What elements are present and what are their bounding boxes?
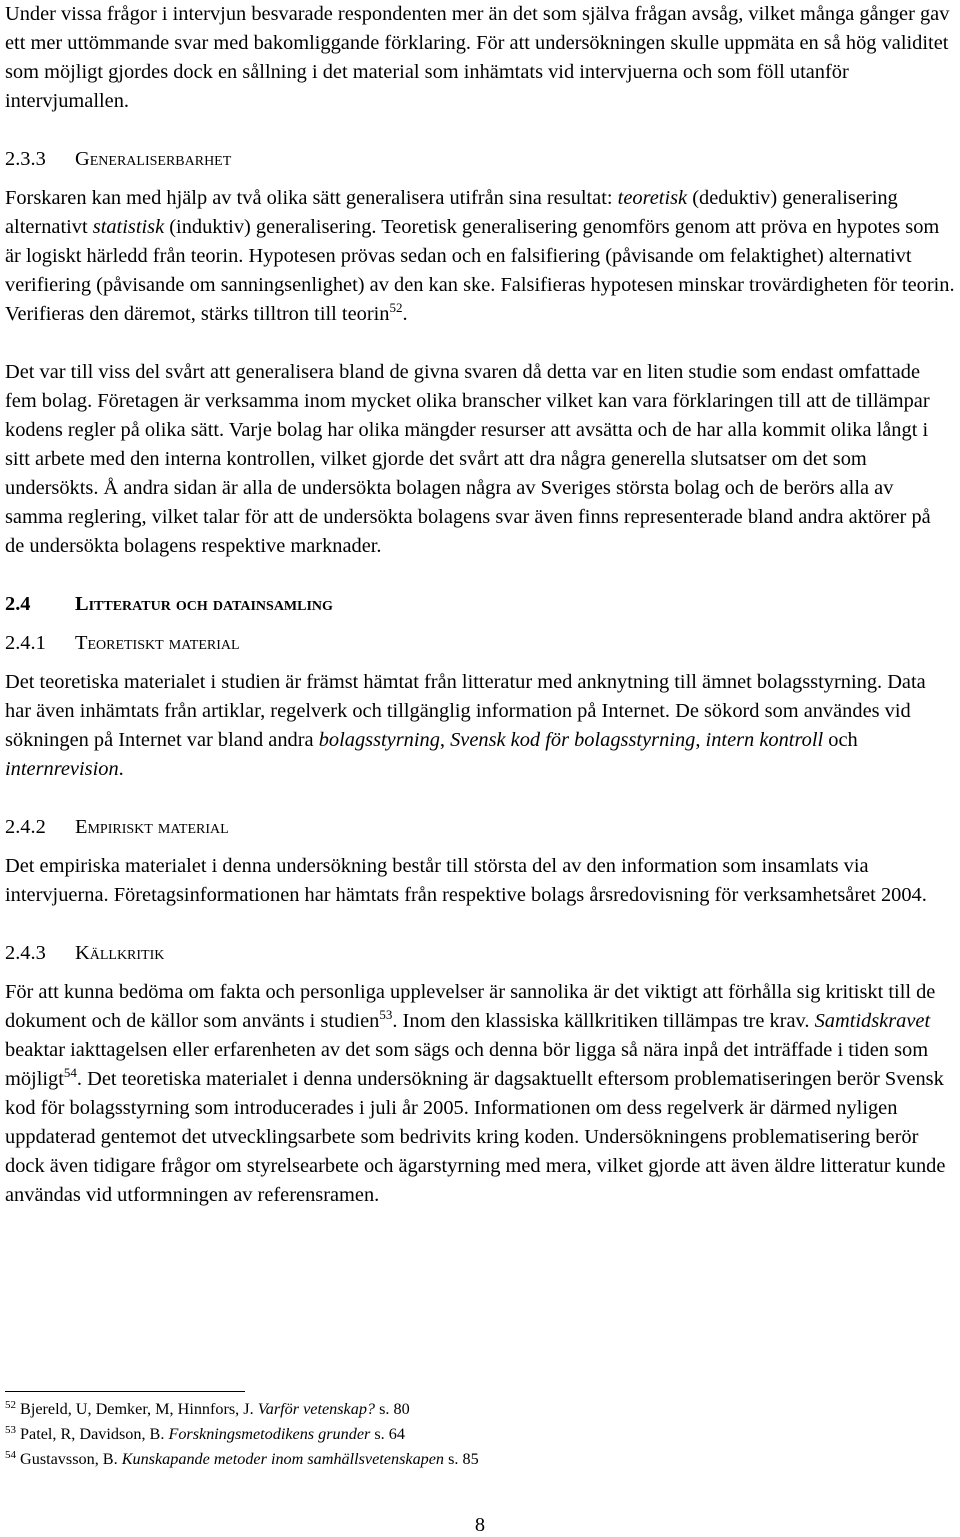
section-heading-2-3-3: [5, 145, 955, 174]
footnote-ref-52[interactable]: 52: [389, 300, 403, 315]
footnote-52: [5, 1397, 945, 1422]
footnote-author: Gustavsson, B.: [20, 1450, 122, 1468]
text-run: (induktiv) generalisering. Teoretisk generalisering genomförs genom att pröva en hypotes som är logiskt härledd från teorin. Hypotesen prövas sedan och en falsifiering (påvisande om felaktighet) alternativt verifiering (påvisande om sanningsenlighet) av den kan ske. Falsifieras hypotesen minskar trovärdigheten för teorin. Verifieras den däremot, stärks tilltron till teorin: [5, 216, 955, 325]
footnote-page: s. 80: [375, 1400, 410, 1418]
empirical-material-paragraph: Det empiriska materialet i denna undersökning består till största del av den information som insamlats via intervjuerna. Företagsinformationen har hämtats från respektive bolags årsredovisning för verksamhetsåret 2004.: [5, 855, 927, 906]
source-criticism-paragraph: [5, 978, 955, 1210]
footnote-ref-54[interactable]: 54: [63, 1065, 77, 1080]
text-run: Det teoretiska materialet i studien är främst hämtat från litteratur med anknytning till ämnet bolagsstyrning. Data har även inhämtats från artiklar, regelverk och tillgänglig information på Internet. De sökord som användes vid sökningen på Internet var bland andra: [5, 671, 926, 751]
section-heading-2-4-3: [5, 939, 955, 968]
footnote-page: s. 85: [444, 1450, 479, 1468]
italic-term: Samtidskravet: [814, 1010, 931, 1032]
section-number: 2.3.3: [5, 148, 46, 170]
section-heading-2-4-2: [5, 813, 955, 842]
footnote-page: s. 64: [370, 1425, 405, 1443]
section-title: Teoretiskt material: [75, 632, 240, 654]
section-title: Generaliserbarhet: [75, 148, 232, 170]
page-number: 8: [474, 1514, 486, 1536]
section-number: 2.4: [5, 593, 31, 615]
section-number: 2.4.3: [5, 942, 46, 964]
text-run: .: [402, 303, 408, 325]
italic-term: intern kontroll: [705, 729, 824, 751]
italic-term: statistisk: [92, 216, 165, 238]
text-run: och: [823, 729, 858, 751]
document-page: [5, 0, 955, 1239]
text-run: beaktar iakttagelsen eller erfarenheten av det som sägs och denna bör ligga så nära inpå det inträffade i tiden som möjligt: [5, 1039, 929, 1090]
italic-term: Svensk kod för bolagsstyrning: [450, 729, 696, 751]
footnotes: [5, 1391, 945, 1472]
section-number: 2.4.2: [5, 816, 46, 838]
intro-paragraph: Under vissa frågor i intervjun besvarade respondenten mer än det som själva frågan avsåg, vilket många gånger gav ett mer uttömmande svar med bakomliggande förklaring. För att undersökningen skulle uppmäta en så hög validitet som möjligt gjordes dock en sållning i det material som inhämtats vid intervjuerna och som föll utanför intervjumallen.: [5, 3, 950, 112]
section-title: Litteratur och datainsamling: [75, 593, 333, 615]
footnote-number: 52: [5, 1399, 16, 1411]
footnote-53: [5, 1422, 945, 1447]
theoretical-material-paragraph: [5, 668, 955, 784]
text-run: För att kunna bedöma om fakta och personliga upplevelser är sannolika är det viktigt att förhålla sig kritiskt till de dokument och de källor som använts i studien: [5, 981, 936, 1032]
text-run: . Det teoretiska materialet i denna undersökning är dagsaktuellt eftersom problematiseringen berör Svensk kod för bolagsstyrning som introducerades i juli år 2005. Informationen om dess regelverk är därmed nyligen uppdaterad gentemot det utvecklingsarbete som bedrivits kring koden. Undersökningens problematisering berör dock även tidigare frågor om styrelsearbete och ägarstyrning med mera, vilket gjorde att även äldre litteratur kunde användas vid utformningen av referensramen.: [5, 1068, 946, 1206]
section-title: Källkritik: [75, 942, 165, 964]
generalization-paragraph-1: [5, 184, 955, 329]
section-heading-2-4-1: [5, 629, 955, 658]
footnote-number: 54: [5, 1449, 16, 1461]
footnote-ref-53[interactable]: 53: [379, 1007, 393, 1022]
footnote-title: Varför vetenskap?: [257, 1400, 376, 1418]
text-run: Forskaren kan med hjälp av två olika sätt generalisera utifrån sina resultat:: [5, 187, 618, 209]
text-run: ,: [695, 729, 706, 751]
italic-term: internrevision: [5, 758, 119, 780]
footnote-separator: [5, 1391, 245, 1392]
text-run: . Inom den klassiska källkritiken tillämpas tre krav.: [392, 1010, 815, 1032]
section-heading-2-4: [5, 590, 955, 619]
footnote-title: Kunskapande metoder inom samhällsvetenskapen: [121, 1450, 445, 1468]
generalization-paragraph-2: Det var till viss del svårt att generalisera bland de givna svaren då detta var en liten studie som endast omfattade fem bolag. Företagen är verksamma inom mycket olika branscher vilket kan vara förklaringen till att de tillämpar kodens regler på olika sätt. Varje bolag har olika mängder resurser att avsätta och de har alla kommit olika långt i sitt arbete med den interna kontrollen, vilket gjorde det svårt att dra några generella slutsatser om det som undersökts. Å andra sidan är alla de undersökta bolagen några av Sveriges största bolag och de berörs alla av samma reglering, vilket talar för att de undersökta bolagens svar även finns representerade bland andra aktörer på de undersökta bolagens respektive marknader.: [5, 361, 931, 557]
section-number: 2.4.1: [5, 632, 46, 654]
text-run: ,: [439, 729, 451, 751]
footnote-title: Forskningsmetodikens grunder: [168, 1425, 371, 1443]
text-run: .: [118, 758, 124, 780]
footnote-author: Bjereld, U, Demker, M, Hinnfors, J.: [20, 1400, 258, 1418]
italic-term: teoretisk: [617, 187, 688, 209]
footnote-54: [5, 1447, 945, 1472]
section-title: Empiriskt material: [75, 816, 229, 838]
italic-term: bolagsstyrning: [318, 729, 440, 751]
text-run: (deduktiv) generalisering alternativt: [5, 187, 898, 238]
footnote-author: Patel, R, Davidson, B.: [20, 1425, 169, 1443]
footnote-number: 53: [5, 1424, 16, 1436]
